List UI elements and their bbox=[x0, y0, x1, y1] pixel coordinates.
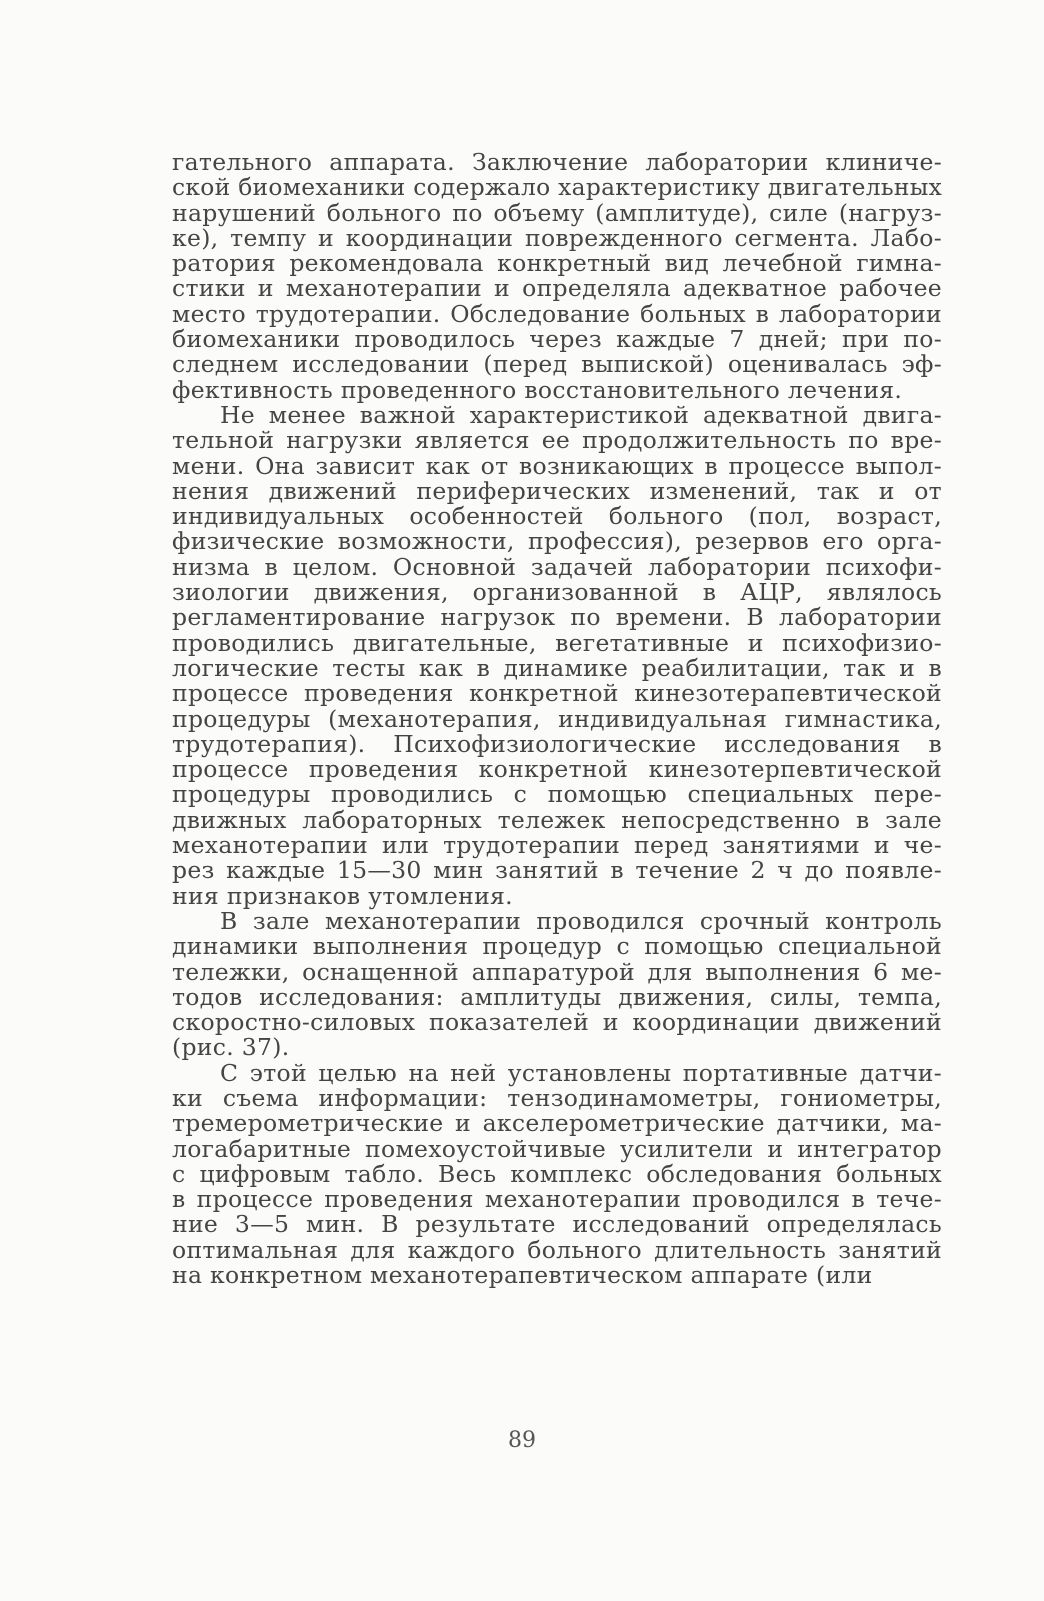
text-line: оптимальная для каждого больного длительность занятий bbox=[172, 1235, 942, 1264]
text-line: низма в целом. Основной задачей лаборатории психофи- bbox=[172, 552, 942, 581]
text-line: стики и механотерапии и определяла адекватное рабочее bbox=[172, 274, 942, 303]
text-line: процессе проведения конкретной кинезотерпевтической bbox=[172, 755, 942, 784]
text-line: логические тесты как в динамике реабилитации, так и в bbox=[172, 653, 942, 682]
body-text bbox=[172, 150, 942, 1288]
text-line: ния признаков утомления. bbox=[172, 881, 513, 910]
text-line: ратория рекомендовала конкретный вид лечебной гимна- bbox=[172, 249, 942, 278]
text-line: тремерометрические и акселерометрические датчики, ма- bbox=[172, 1109, 942, 1138]
text-line: индивидуальных особенностей больного (пол, возраст, bbox=[172, 502, 942, 531]
text-line: мени. Она зависит как от возникающих в процессе выпол- bbox=[172, 451, 942, 480]
text-line: в процессе проведения механотерапии проводился в тече- bbox=[172, 1185, 942, 1214]
page-number: 89 bbox=[508, 1428, 536, 1453]
text-line: физические возможности, профессия), резервов его орга- bbox=[172, 527, 942, 556]
text-line: гательного аппарата. Заключение лаборатории клиниче- bbox=[172, 148, 942, 176]
text-line: ской биомеханики содержало характеристику двигательных bbox=[172, 173, 943, 202]
text-line: логабаритные помехоустойчивые усилители и интегратор bbox=[172, 1134, 942, 1163]
text-line: процедуры проводились с помощью специальных пере- bbox=[172, 780, 942, 809]
text-line: процедуры (механотерапия, индивидуальная гимнастика, bbox=[172, 704, 942, 733]
text-line: фективность проведенного восстановительного лечения. bbox=[172, 375, 903, 404]
text-line: следнем исследовании (перед выпиской) оценивалась эф- bbox=[172, 350, 942, 379]
text-line: регламентирование нагрузок по времени. В лаборатории bbox=[172, 603, 942, 632]
text-line: Не менее важной характеристикой адекватной двига- bbox=[220, 400, 942, 429]
text-line: биомеханики проводилось через каждые 7 дней; при по- bbox=[172, 325, 942, 354]
text-line: движных лабораторных тележек непосредственно в зале bbox=[172, 805, 942, 834]
text-line: нарушений больного по объему (амплитуде), силе (нагруз- bbox=[172, 198, 942, 227]
paragraph bbox=[172, 400, 942, 910]
text-line: С этой целью на ней установлены портативные датчи- bbox=[220, 1058, 942, 1087]
text-line: ние 3—5 мин. В результате исследований определялась bbox=[172, 1210, 942, 1239]
text-line: ке), темпу и координации поврежденного сегмента. Лабо- bbox=[172, 223, 942, 252]
text-line: скоростно-силовых показателей и координации движений bbox=[172, 1008, 942, 1037]
paragraph bbox=[172, 150, 942, 403]
text-line: механотерапии или трудотерапии перед занятиями и че- bbox=[172, 831, 942, 860]
text-line: тележки, оснащенной аппаратурой для выполнения 6 ме- bbox=[172, 957, 942, 986]
text-line: трудотерапия). Психофизиологические исследования в bbox=[172, 729, 942, 758]
text-line: ки съема информации: тензодинамометры, гониометры, bbox=[172, 1083, 942, 1112]
text-line: (рис. 37). bbox=[172, 1033, 290, 1062]
paragraph bbox=[172, 1058, 942, 1290]
text-line: рез каждые 15—30 мин занятий в течение 2 ч до появле- bbox=[172, 856, 942, 885]
text-line: динамики выполнения процедур с помощью специальной bbox=[172, 932, 942, 961]
text-line: тодов исследования: амплитуды движения, силы, темпа, bbox=[172, 982, 942, 1011]
text-line: процессе проведения конкретной кинезотерапевтической bbox=[172, 679, 942, 708]
text-line: с цифровым табло. Весь комплекс обследования больных bbox=[172, 1159, 942, 1188]
text-line: на конкретном механотерапевтическом аппарате (или bbox=[172, 1261, 873, 1290]
text-line: тельной нагрузки является ее продолжительность по вре- bbox=[172, 426, 942, 455]
text-line: проводились двигательные, вегетативные и психофизио- bbox=[172, 628, 942, 657]
text-line: В зале механотерапии проводился срочный контроль bbox=[220, 906, 942, 935]
text-line: зиологии движения, организованной в АЦР, являлось bbox=[172, 578, 942, 607]
text-line: место трудотерапии. Обследование больных в лаборатории bbox=[172, 299, 942, 328]
text-line: нения движений периферических изменений, так и от bbox=[172, 476, 942, 505]
paragraph bbox=[172, 906, 942, 1062]
